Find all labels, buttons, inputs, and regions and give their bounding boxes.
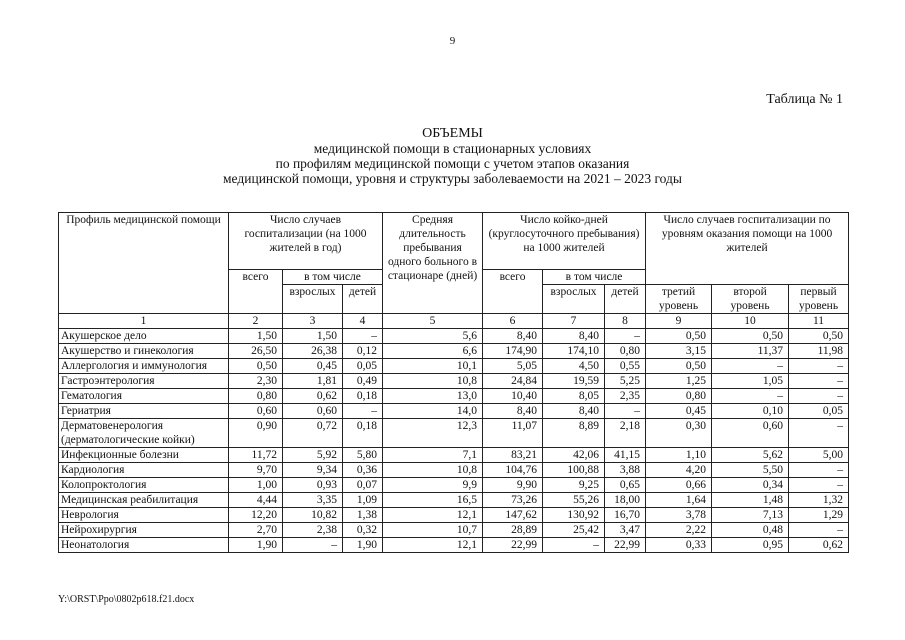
value-cell: 1,81 <box>283 374 343 389</box>
value-cell: 1,90 <box>343 538 383 553</box>
page-number: 9 <box>449 35 456 47</box>
value-cell: 1,10 <box>646 448 712 463</box>
title-line: медицинской помощи, уровня и структуры заболеваемости на 2021 – 2023 годы <box>223 171 682 186</box>
value-cell: 0,55 <box>605 359 646 374</box>
value-cell: 0,07 <box>343 478 383 493</box>
column-number: 10 <box>712 314 789 329</box>
value-cell: 8,40 <box>543 329 605 344</box>
column-number: 5 <box>383 314 483 329</box>
document-title <box>0 126 905 186</box>
value-cell: 4,50 <box>543 359 605 374</box>
table-row <box>59 478 849 493</box>
header-cases-total: всего <box>229 270 283 314</box>
value-cell: 3,88 <box>605 463 646 478</box>
table-row <box>59 523 849 538</box>
value-cell: 83,21 <box>483 448 543 463</box>
header-cases-children: детей <box>343 285 383 314</box>
value-cell: 0,90 <box>229 419 283 448</box>
value-cell: 0,49 <box>343 374 383 389</box>
value-cell: 1,48 <box>712 493 789 508</box>
column-number: 2 <box>229 314 283 329</box>
value-cell: 16,70 <box>605 508 646 523</box>
value-cell: 0,10 <box>712 404 789 419</box>
value-cell: 4,44 <box>229 493 283 508</box>
value-cell: 0,50 <box>789 329 849 344</box>
profile-name-cell: Акушерство и гинекология <box>59 344 229 359</box>
table-label: Таблица № 1 <box>766 92 843 107</box>
value-cell: 1,00 <box>229 478 283 493</box>
value-cell: 9,34 <box>283 463 343 478</box>
value-cell: 10,1 <box>383 359 483 374</box>
column-number: 4 <box>343 314 383 329</box>
value-cell: 4,20 <box>646 463 712 478</box>
value-cell: 0,62 <box>789 538 849 553</box>
value-cell: 0,66 <box>646 478 712 493</box>
profile-name-cell: Медицинская реабилитация <box>59 493 229 508</box>
table-row <box>59 493 849 508</box>
value-cell: 0,62 <box>283 389 343 404</box>
value-cell: 0,30 <box>646 419 712 448</box>
title-line: медицинской помощи в стационарных условиях <box>313 141 592 156</box>
value-cell: 1,38 <box>343 508 383 523</box>
header-level3: третий уровень <box>646 285 712 314</box>
footer-file-path: Y:\ORST\Ppo\0802p618.f21.docx <box>58 594 195 605</box>
value-cell: 0,95 <box>712 538 789 553</box>
value-cell: 13,0 <box>383 389 483 404</box>
value-cell: 104,76 <box>483 463 543 478</box>
value-cell: 26,38 <box>283 344 343 359</box>
value-cell: 3,35 <box>283 493 343 508</box>
title-main: ОБЪЕМЫ <box>422 126 483 141</box>
profile-name-cell: Кардиология <box>59 463 229 478</box>
table-row <box>59 538 849 553</box>
value-cell: 10,8 <box>383 463 483 478</box>
value-cell: 28,89 <box>483 523 543 538</box>
header-beddays-adults: взрослых <box>543 285 605 314</box>
value-cell: 2,35 <box>605 389 646 404</box>
table-row <box>59 329 849 344</box>
value-cell: 5,62 <box>712 448 789 463</box>
value-cell: 3,78 <box>646 508 712 523</box>
value-cell: 0,93 <box>283 478 343 493</box>
value-cell: 130,92 <box>543 508 605 523</box>
table-body <box>59 314 849 553</box>
value-cell: 2,18 <box>605 419 646 448</box>
value-cell: 0,32 <box>343 523 383 538</box>
value-cell: 0,34 <box>712 478 789 493</box>
value-cell: 0,80 <box>605 344 646 359</box>
value-cell: 9,9 <box>383 478 483 493</box>
value-cell: 2,70 <box>229 523 283 538</box>
header-levels: Число случаев госпитализации по уровням оказания помощи на 1000 жителей <box>646 213 849 285</box>
table-row <box>59 463 849 478</box>
value-cell: 0,50 <box>229 359 283 374</box>
column-number: 3 <box>283 314 343 329</box>
value-cell: 0,50 <box>646 359 712 374</box>
value-cell: 2,38 <box>283 523 343 538</box>
value-cell: 0,45 <box>283 359 343 374</box>
value-cell: 11,72 <box>229 448 283 463</box>
column-number: 8 <box>605 314 646 329</box>
value-cell: 174,90 <box>483 344 543 359</box>
value-cell: 25,42 <box>543 523 605 538</box>
title-line: по профилям медицинской помощи с учетом этапов оказания <box>275 156 630 171</box>
header-avg-duration: Средняя длительность пребывания одного больного в стационаре (дней) <box>383 213 483 314</box>
value-cell: 6,6 <box>383 344 483 359</box>
value-cell: – <box>789 478 849 493</box>
profile-name-cell: Нейрохирургия <box>59 523 229 538</box>
table-row <box>59 448 849 463</box>
value-cell: 5,80 <box>343 448 383 463</box>
profile-name-cell: Аллергология и иммунология <box>59 359 229 374</box>
header-cases: Число случаев госпитализации (на 1000 жителей в год) <box>229 213 383 270</box>
value-cell: 10,82 <box>283 508 343 523</box>
table-row <box>59 359 849 374</box>
value-cell: – <box>789 389 849 404</box>
value-cell: 0,18 <box>343 419 383 448</box>
value-cell: 0,80 <box>646 389 712 404</box>
value-cell: 19,59 <box>543 374 605 389</box>
value-cell: 0,18 <box>343 389 383 404</box>
value-cell: 0,45 <box>646 404 712 419</box>
profile-name-cell: Неонатология <box>59 538 229 553</box>
profile-name-cell: Акушерское дело <box>59 329 229 344</box>
value-cell: 8,05 <box>543 389 605 404</box>
value-cell: 3,47 <box>605 523 646 538</box>
header-beddays-children: детей <box>605 285 646 314</box>
value-cell: 9,70 <box>229 463 283 478</box>
header-cases-adults: взрослых <box>283 285 343 314</box>
value-cell: – <box>712 389 789 404</box>
value-cell: 0,50 <box>712 329 789 344</box>
value-cell: 12,1 <box>383 538 483 553</box>
value-cell: – <box>712 359 789 374</box>
value-cell: 1,50 <box>283 329 343 344</box>
value-cell: – <box>789 463 849 478</box>
header-level2: второй уровень <box>712 285 789 314</box>
value-cell: 1,05 <box>712 374 789 389</box>
value-cell: 8,40 <box>543 404 605 419</box>
value-cell: 100,88 <box>543 463 605 478</box>
profile-name-cell: Инфекционные болезни <box>59 448 229 463</box>
value-cell: 41,15 <box>605 448 646 463</box>
value-cell: 7,13 <box>712 508 789 523</box>
value-cell: 16,5 <box>383 493 483 508</box>
value-cell: 11,07 <box>483 419 543 448</box>
header-profile: Профиль медицинской помощи <box>59 213 229 314</box>
value-cell: 26,50 <box>229 344 283 359</box>
value-cell: 5,05 <box>483 359 543 374</box>
value-cell: – <box>343 329 383 344</box>
value-cell: 147,62 <box>483 508 543 523</box>
value-cell: 12,1 <box>383 508 483 523</box>
value-cell: 10,7 <box>383 523 483 538</box>
table-row <box>59 419 849 448</box>
header-beddays-including: в том числе <box>543 270 646 285</box>
value-cell: 5,92 <box>283 448 343 463</box>
value-cell: – <box>343 404 383 419</box>
value-cell: 0,36 <box>343 463 383 478</box>
value-cell: 0,48 <box>712 523 789 538</box>
value-cell: – <box>789 419 849 448</box>
value-cell: – <box>605 404 646 419</box>
value-cell: 8,89 <box>543 419 605 448</box>
value-cell: 14,0 <box>383 404 483 419</box>
value-cell: 42,06 <box>543 448 605 463</box>
profile-name-cell: Колопроктология <box>59 478 229 493</box>
value-cell: 5,25 <box>605 374 646 389</box>
value-cell: 5,00 <box>789 448 849 463</box>
value-cell: 0,05 <box>343 359 383 374</box>
value-cell: – <box>543 538 605 553</box>
value-cell: 55,26 <box>543 493 605 508</box>
column-numbers-row <box>59 314 849 329</box>
value-cell: 0,50 <box>646 329 712 344</box>
profile-name-cell: Гериатрия <box>59 404 229 419</box>
value-cell: 1,50 <box>229 329 283 344</box>
value-cell: 3,15 <box>646 344 712 359</box>
column-number: 6 <box>483 314 543 329</box>
value-cell: 1,90 <box>229 538 283 553</box>
profile-name-cell: Неврология <box>59 508 229 523</box>
value-cell: 5,6 <box>383 329 483 344</box>
header-level1: первый уровень <box>789 285 849 314</box>
value-cell: 1,09 <box>343 493 383 508</box>
value-cell: 1,29 <box>789 508 849 523</box>
value-cell: 1,25 <box>646 374 712 389</box>
value-cell: 2,22 <box>646 523 712 538</box>
value-cell: 174,10 <box>543 344 605 359</box>
value-cell: 5,50 <box>712 463 789 478</box>
profile-name-cell: Гастроэнтерология <box>59 374 229 389</box>
value-cell: 22,99 <box>483 538 543 553</box>
value-cell: 1,64 <box>646 493 712 508</box>
volumes-table <box>58 212 849 553</box>
header-beddays-total: всего <box>483 270 543 314</box>
value-cell: – <box>789 359 849 374</box>
value-cell: 0,05 <box>789 404 849 419</box>
value-cell: 0,80 <box>229 389 283 404</box>
value-cell: 22,99 <box>605 538 646 553</box>
value-cell: – <box>789 523 849 538</box>
column-number: 11 <box>789 314 849 329</box>
value-cell: – <box>789 374 849 389</box>
column-number: 9 <box>646 314 712 329</box>
value-cell: 11,37 <box>712 344 789 359</box>
table-row <box>59 389 849 404</box>
column-number: 1 <box>59 314 229 329</box>
value-cell: 0,65 <box>605 478 646 493</box>
table-row <box>59 344 849 359</box>
value-cell: 0,60 <box>283 404 343 419</box>
column-number: 7 <box>543 314 605 329</box>
table-row <box>59 374 849 389</box>
value-cell: – <box>605 329 646 344</box>
value-cell: 8,40 <box>483 329 543 344</box>
value-cell: 9,25 <box>543 478 605 493</box>
table-row <box>59 508 849 523</box>
value-cell: 0,60 <box>712 419 789 448</box>
value-cell: 73,26 <box>483 493 543 508</box>
value-cell: 7,1 <box>383 448 483 463</box>
value-cell: 0,72 <box>283 419 343 448</box>
value-cell: 0,60 <box>229 404 283 419</box>
value-cell: 24,84 <box>483 374 543 389</box>
value-cell: 10,40 <box>483 389 543 404</box>
value-cell: 12,20 <box>229 508 283 523</box>
value-cell: 9,90 <box>483 478 543 493</box>
profile-name-cell: Гематология <box>59 389 229 404</box>
value-cell: 0,12 <box>343 344 383 359</box>
header-bed-days: Число койко-дней (круглосуточного пребывания) на 1000 жителей <box>483 213 646 270</box>
value-cell: – <box>283 538 343 553</box>
value-cell: 2,30 <box>229 374 283 389</box>
profile-name-cell: Дерматовенерология (дерматологические койки) <box>59 419 229 448</box>
value-cell: 11,98 <box>789 344 849 359</box>
value-cell: 1,32 <box>789 493 849 508</box>
value-cell: 18,00 <box>605 493 646 508</box>
value-cell: 12,3 <box>383 419 483 448</box>
value-cell: 8,40 <box>483 404 543 419</box>
value-cell: 0,33 <box>646 538 712 553</box>
value-cell: 10,8 <box>383 374 483 389</box>
table-row <box>59 404 849 419</box>
header-cases-including: в том числе <box>283 270 383 285</box>
